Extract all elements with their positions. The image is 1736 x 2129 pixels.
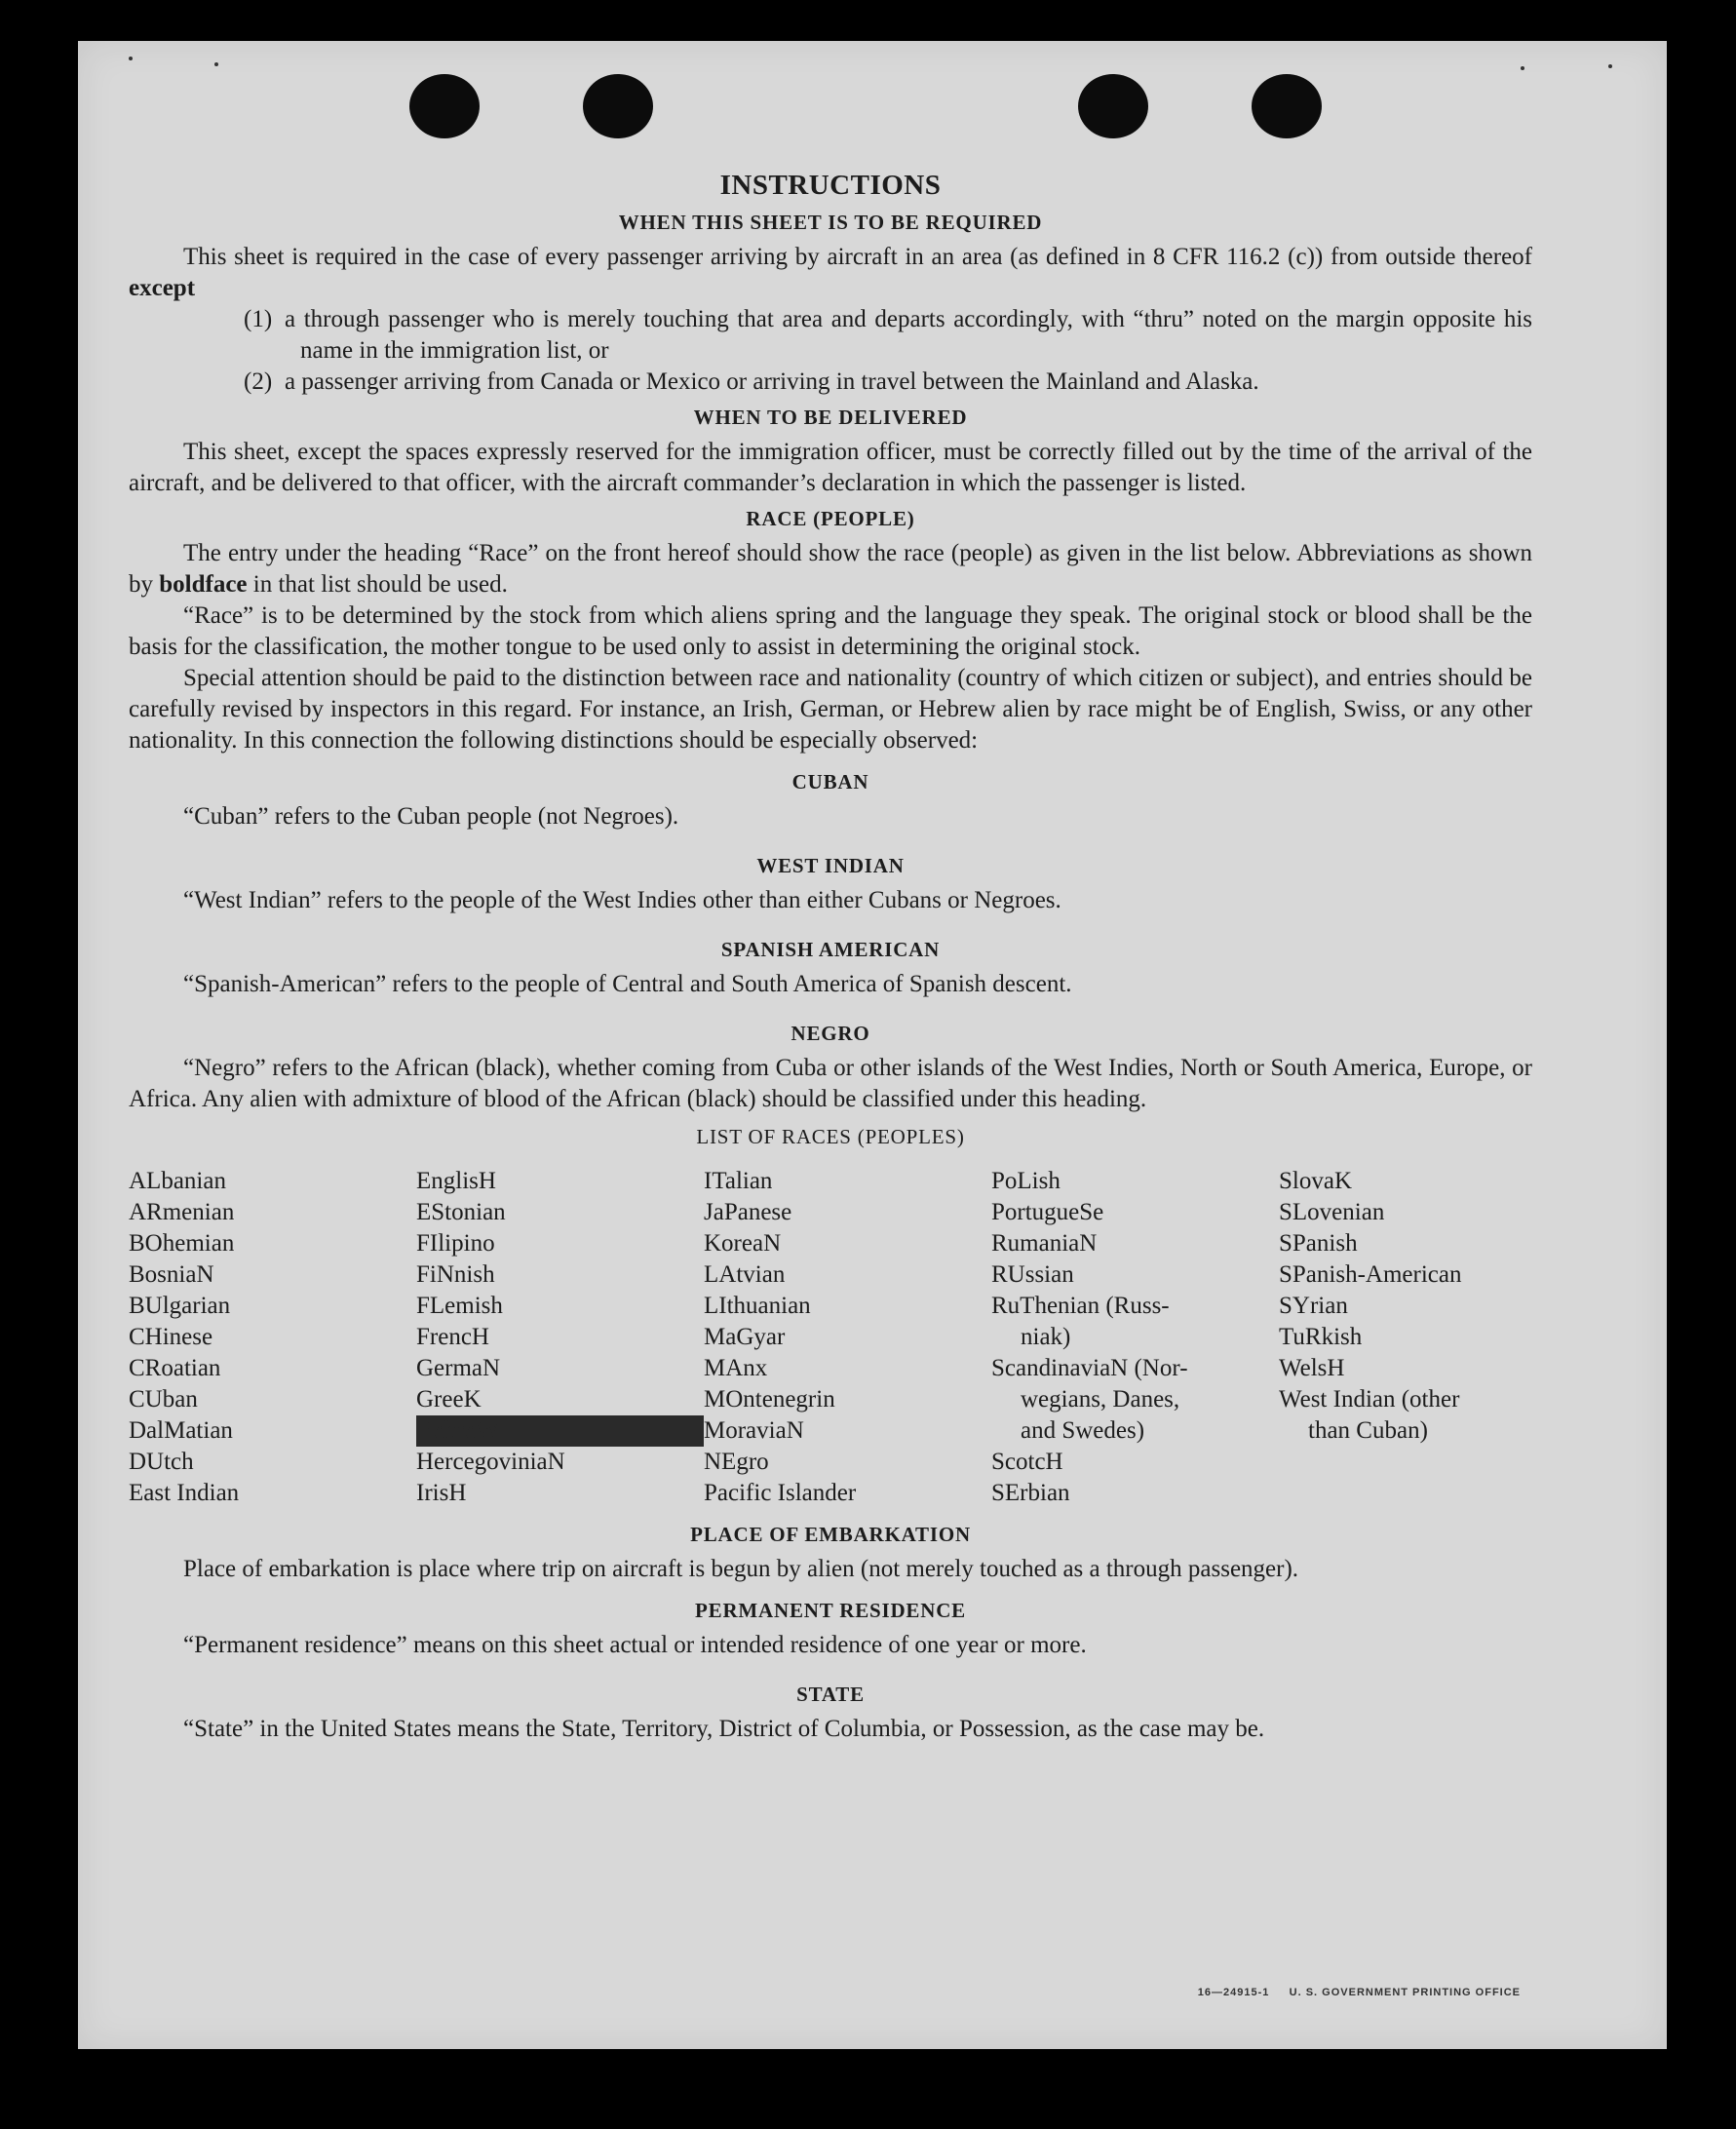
race-entry: MOntenegrin — [704, 1386, 835, 1413]
west-indian-text: “West Indian” refers to the people of the West Indies other than either Cubans or Negroes. — [183, 887, 1061, 913]
residence-text: “Permanent residence” means on this sheet actual or intended residence of one year or more. — [183, 1632, 1087, 1658]
heading-west-indian: WEST INDIAN — [756, 854, 905, 877]
race-paragraph-1 — [129, 538, 1532, 600]
race-entry: FiNnish — [416, 1261, 495, 1288]
race-entry: ScandinaviaN (Nor- — [991, 1355, 1188, 1381]
race-paragraph-2: “Race” is to be determined by the stock from which aliens spring and the language they speak. The original stock or blood shall be the basis for the classification, the mother tongue to be used only to assist in determining the original stock. — [129, 602, 1532, 660]
race-entry: LAtvian — [704, 1261, 786, 1288]
heading-negro: NEGRO — [791, 1022, 870, 1045]
race-entry: RUssian — [991, 1261, 1074, 1288]
speck — [129, 57, 133, 60]
heading-when-delivered: WHEN TO BE DELIVERED — [693, 406, 968, 429]
race-entry: BUlgarian — [129, 1293, 231, 1319]
speck — [214, 62, 218, 66]
race-p1-bold: boldface — [159, 571, 248, 598]
race-entry: MaGyar — [704, 1324, 786, 1350]
required-intro-text: This sheet is required in the case of every passenger arriving by aircraft in an area (as defined in 8 CFR 116.2 (c)) from outside thereof — [183, 244, 1532, 270]
printer-name: U. S. GOVERNMENT PRINTING OFFICE — [1289, 1987, 1521, 1998]
page-title: INSTRUCTIONS — [719, 170, 942, 201]
race-entry: GreeK — [416, 1386, 482, 1413]
race-p1-before: The entry under the heading “Race” on the front hereof should show the race (people) as given in the list below. Abbreviations as shown by — [129, 540, 1532, 598]
embarkation-text: Place of embarkation is place where trip on aircraft is begun by alien (not merely touched as a through passenger). — [183, 1556, 1299, 1582]
race-entry: WelsH — [1279, 1355, 1345, 1381]
item-text: a through passenger who is merely touching that area and departs accordingly, with “thru” noted on the margin opposite his name in the immigration list, or — [285, 306, 1532, 364]
race-entry: Pacific Islander — [704, 1480, 857, 1506]
heading-race: RACE (PEOPLE) — [746, 507, 915, 530]
race-entry: SYrian — [1279, 1293, 1348, 1319]
state-text: “State” in the United States means the State, Territory, District of Columbia, or Possession, as the case may be. — [183, 1716, 1265, 1742]
heading-embarkation: PLACE OF EMBARKATION — [690, 1523, 971, 1546]
race-entry: wegians, Danes, — [1021, 1386, 1180, 1413]
heading-spanish-american: SPANISH AMERICAN — [720, 938, 941, 961]
required-intro-bold: except — [129, 275, 196, 301]
list-item — [129, 367, 1532, 398]
race-entry: PortugueSe — [991, 1199, 1104, 1225]
race-entry: East Indian — [129, 1480, 240, 1506]
races-column — [416, 1166, 704, 1509]
negro-text: “Negro” refers to the African (black), whether coming from Cuba or other islands of the West Indies, North or South America, Europe, or Africa. Any alien with admixture of blood of the African (black) should be classified under this heading. — [129, 1055, 1532, 1112]
document-sheet — [78, 41, 1667, 2049]
race-entry: SPanish — [1279, 1230, 1358, 1257]
race-entry: MoraviaN — [704, 1417, 804, 1444]
item-number: (2) — [244, 368, 273, 395]
race-entry: PoLish — [991, 1168, 1061, 1194]
race-entry: KoreaN — [704, 1230, 782, 1257]
race-entry: RumaniaN — [991, 1230, 1098, 1257]
race-entry: MAnx — [704, 1355, 768, 1381]
race-entry: FIlipino — [416, 1230, 495, 1257]
race-entry: SErbian — [991, 1480, 1070, 1506]
race-entry: CUban — [129, 1386, 198, 1413]
speck — [1608, 64, 1612, 68]
speck — [1521, 66, 1524, 70]
races-list — [129, 1166, 1532, 1509]
punch-hole — [1078, 74, 1148, 138]
race-entry: FrencH — [416, 1324, 489, 1350]
race-p1-after: in that list should be used. — [252, 571, 508, 598]
race-entry: West Indian (other — [1279, 1386, 1460, 1413]
race-entry: HercegoviniaN — [416, 1449, 565, 1475]
heading-state: STATE — [796, 1683, 865, 1706]
heading-permanent-residence: PERMANENT RESIDENCE — [695, 1599, 966, 1622]
race-entry: than Cuban) — [1308, 1417, 1428, 1444]
race-entry: IrisH — [416, 1480, 467, 1506]
race-entry: HebreW — [416, 1415, 704, 1447]
item-number: (1) — [244, 306, 273, 332]
required-intro — [129, 242, 1532, 304]
race-entry: and Swedes) — [1021, 1417, 1145, 1444]
races-column — [991, 1166, 1279, 1509]
instructions-content — [129, 170, 1532, 1745]
races-column — [704, 1166, 991, 1509]
race-entry: FLemish — [416, 1293, 503, 1319]
heading-when-required: WHEN THIS SHEET IS TO BE REQUIRED — [618, 211, 1043, 234]
race-entry: SLovenian — [1279, 1199, 1385, 1225]
race-entry: niak) — [1021, 1324, 1071, 1350]
list-item — [129, 304, 1532, 367]
race-entry: LIthuanian — [704, 1293, 811, 1319]
race-entry: JaPanese — [704, 1199, 792, 1225]
race-entry: TuRkish — [1279, 1324, 1363, 1350]
race-paragraph-3: Special attention should be paid to the distinction between race and nationality (country of which citizen or subject), and entries should be carefully revised by inspectors in this regard. For instance, an Irish, German, or Hebrew alien by race might be of English, Swiss, or any other nationality. In this connection the following distinctions should be especially observed: — [129, 665, 1532, 754]
race-entry: SlovaK — [1279, 1168, 1352, 1194]
cuban-text: “Cuban” refers to the Cuban people (not Negroes). — [183, 803, 679, 830]
form-number: 16—24915-1 — [1197, 1987, 1270, 1998]
race-entry: ALbanian — [129, 1168, 226, 1194]
race-entry: DUtch — [129, 1449, 194, 1475]
punch-hole — [583, 74, 653, 138]
races-column — [1279, 1166, 1513, 1509]
heading-list-of-races: LIST OF RACES (PEOPLES) — [696, 1125, 965, 1148]
race-entry: SPanish-American — [1279, 1261, 1462, 1288]
race-entry: EStonian — [416, 1199, 506, 1225]
footer — [1198, 1987, 1521, 1998]
race-entry: ScotcH — [991, 1449, 1063, 1475]
race-entry: RuThenian (Russ- — [991, 1293, 1170, 1319]
spanish-american-text: “Spanish-American” refers to the people of Central and South America of Spanish descent. — [183, 971, 1072, 997]
delivered-text: This sheet, except the spaces expressly reserved for the immigration officer, must be correctly filled out by the time of the arrival of the aircraft, and be delivered to that officer, with the aircraft commander’s declaration in which the passenger is listed. — [129, 439, 1532, 496]
punch-hole — [409, 74, 480, 138]
race-entry: CRoatian — [129, 1355, 221, 1381]
race-entry: EnglisH — [416, 1168, 496, 1194]
punch-hole — [1252, 74, 1322, 138]
race-entry: CHinese — [129, 1324, 213, 1350]
race-entry: BOhemian — [129, 1230, 235, 1257]
item-text: a passenger arriving from Canada or Mexico or arriving in travel between the Mainland and Alaska. — [285, 368, 1259, 395]
race-entry: NEgro — [704, 1449, 769, 1475]
race-entry: ITalian — [704, 1168, 773, 1194]
race-entry: DalMatian — [129, 1417, 233, 1444]
race-entry: ARmenian — [129, 1199, 235, 1225]
race-entry: GermaN — [416, 1355, 501, 1381]
race-entry: BosniaN — [129, 1261, 214, 1288]
heading-cuban: CUBAN — [791, 770, 869, 794]
races-column — [129, 1166, 416, 1509]
